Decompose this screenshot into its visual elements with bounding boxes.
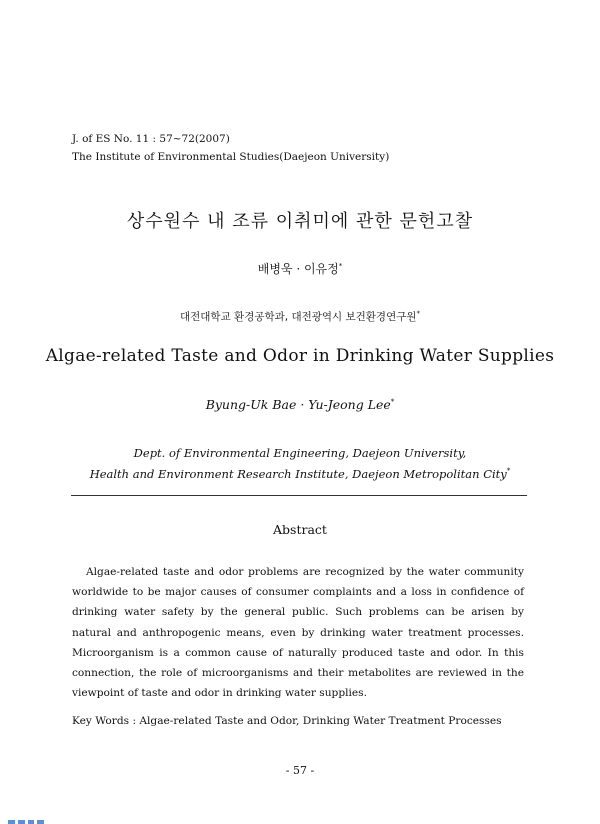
abstract-heading: Abstract: [273, 522, 327, 537]
english-author-mark: *: [390, 397, 395, 406]
korean-title: 상수원수 내 조류 이취미에 관한 문헌고찰: [126, 211, 474, 232]
english-affiliation: [0, 443, 600, 485]
header-divider: [71, 495, 527, 496]
journal-citation: J. of ES No. 11 : 57~72(2007): [72, 133, 230, 145]
korean-affiliation: [0, 309, 600, 324]
korean-authors: [0, 260, 600, 277]
journal-header: [72, 130, 389, 166]
english-affiliation-line-1: Dept. of Environmental Engineering, Daejeon University,: [133, 446, 467, 460]
corner-logo-mark: [8, 820, 44, 824]
english-affiliation-mark: *: [506, 467, 511, 476]
english-authors: [0, 397, 600, 412]
english-affiliation-line-2-text: Health and Environment Research Institute, Daejeon Metropolitan City: [89, 467, 507, 481]
corner-mark-bar: [37, 820, 44, 824]
english-affiliation-line-2: [0, 464, 600, 485]
journal-institute: The Institute of Environmental Studies(Daejeon University): [72, 151, 390, 163]
corner-mark-bar: [18, 820, 25, 824]
corner-mark-bar: [8, 820, 15, 824]
page-number: - 57 -: [285, 764, 315, 777]
korean-affiliation-mark: *: [416, 309, 420, 318]
english-author-names: Byung-Uk Bae · Yu-Jeong Lee: [205, 397, 391, 412]
korean-author-mark: *: [338, 262, 343, 270]
abstract-body: [72, 562, 524, 703]
english-title: Algae-related Taste and Odor in Drinking Water Supplies: [45, 346, 555, 366]
corner-mark-bar: [28, 820, 35, 824]
keywords: Key Words : Algae-related Taste and Odor, Drinking Water Treatment Processes: [72, 715, 502, 727]
abstract-paragraph: Algae-related taste and odor problems are recognized by the water community worldwide to be major causes of consumer complaints and a loss in confidence of drinking water safety by the general public. Such problems can be arisen by natural and anthropogenic means, even by drinking water treatment processes. Microorganism is a common cause of naturally produced taste and odor. In this connection, the role of microorganisms and their metabolites are reviewed in the viewpoint of taste and odor in drinking water supplies.: [72, 566, 524, 700]
korean-author-names: 배병욱 · 이유정: [257, 262, 339, 276]
korean-affiliation-text: 대전대학교 환경공학과, 대전광역시 보건환경연구원: [180, 311, 417, 323]
